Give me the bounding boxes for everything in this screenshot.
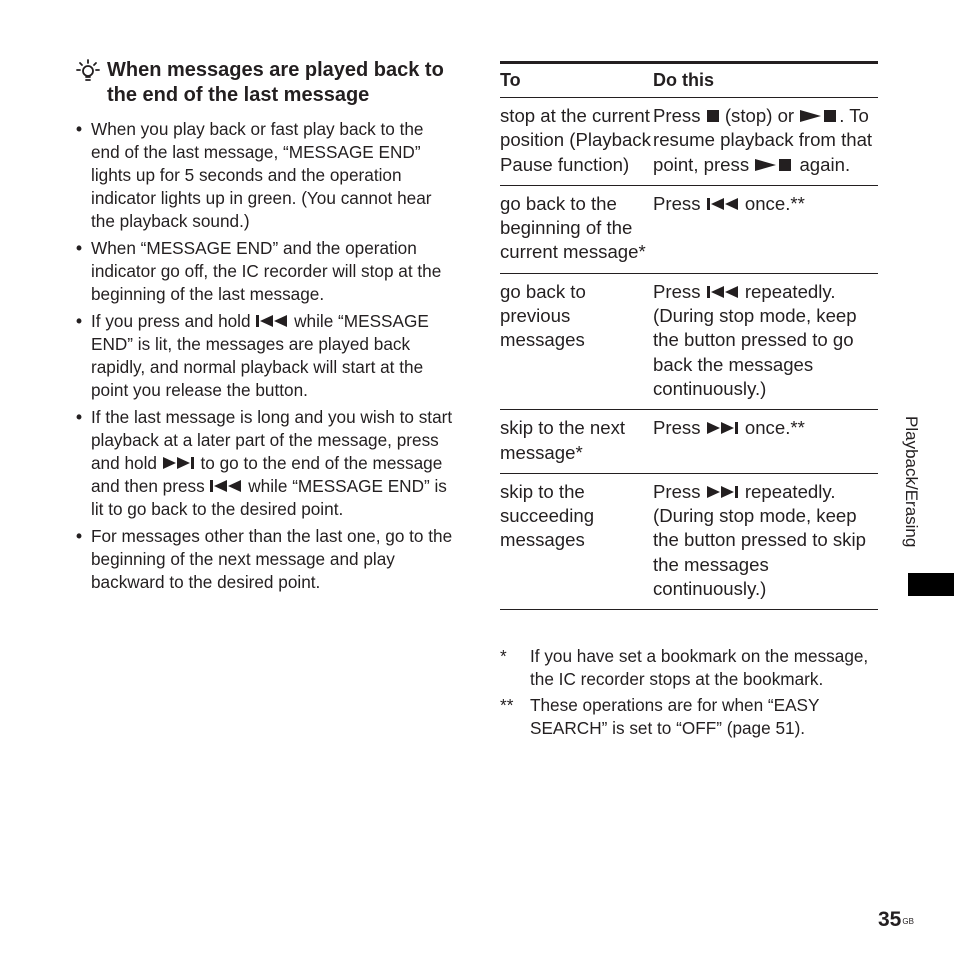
stop-icon — [706, 104, 720, 128]
header-to: To — [500, 70, 521, 90]
prev-track-icon — [255, 310, 289, 333]
hint-bullet-list — [76, 118, 456, 594]
cell-do-this-text: repeatedly. (During stop mode, keep the button pressed to go back the messages continuously.) — [653, 280, 857, 399]
cell-do-this-text: Press — [653, 105, 706, 126]
cell-to: stop at the current position (Playback Pause function) — [500, 105, 651, 175]
footnote-mark: * — [500, 646, 507, 666]
cell-do-this-text: once.** — [739, 417, 805, 439]
cell-to: skip to the succeeding messages — [500, 480, 595, 551]
hint-bullet-text: while “MESSAGE END” is lit to go back to the desired point. — [91, 476, 447, 519]
bullet-marker: • — [76, 311, 83, 331]
next-track-icon — [706, 416, 740, 440]
cell-do-this-text: Press — [653, 192, 706, 214]
cell-to: go back to previous messages — [500, 280, 586, 351]
cell-do-this — [653, 480, 878, 601]
table-body — [500, 98, 878, 610]
footnote-text: These operations are for when “EASY SEARCH” is set to “OFF” (page 51). — [530, 695, 820, 738]
table-row — [500, 410, 878, 474]
hint-bullet-text: to go to the end of the message and then press — [91, 453, 443, 496]
table-header — [500, 61, 878, 98]
cell-to: go back to the beginning of the current message* — [500, 192, 646, 263]
footnote-mark: ** — [500, 695, 514, 715]
play-stop-icon — [799, 104, 839, 128]
page-number-value: 35 — [878, 908, 902, 931]
cell-do-this-text: again. — [794, 153, 851, 175]
cell-do-this-text: repeatedly. (During stop mode, keep the button pressed to skip the messages continuously.) — [653, 480, 866, 600]
prev-track-icon — [706, 192, 740, 216]
footnote — [500, 694, 878, 740]
hint-bullet-text: If the last message is long and you wish to start playback at a later part of the message, press and hold — [91, 407, 453, 473]
footnotes — [500, 645, 878, 743]
page-number — [878, 907, 914, 933]
footnote-text: If you have set a bookmark on the message, the IC recorder stops at the bookmark. — [530, 646, 869, 689]
cell-do-this-text: Press — [653, 480, 706, 502]
next-track-icon — [162, 452, 196, 475]
next-track-icon — [706, 480, 740, 504]
footnote — [500, 645, 878, 691]
hint-bullet-text: When you play back or fast play back to the end of the last message, “MESSAGE END” lights up for 5 seconds and the operation indicator lights up in green. (You cannot hear the playback sound.) — [91, 119, 432, 231]
section-tab-text: Playback/Erasing — [902, 416, 921, 548]
table-row — [500, 98, 878, 186]
section-tab-label — [903, 416, 923, 566]
bullet-marker: • — [76, 526, 83, 546]
cell-do-this-text: once.** — [739, 192, 805, 214]
table-row — [500, 474, 878, 610]
page-number-suffix: GB — [902, 917, 914, 926]
hint-bullet — [76, 525, 456, 594]
hint-heading — [76, 58, 456, 108]
hint-bullet-text: For messages other than the last one, go to the beginning of the next message and play backward to the desired point. — [91, 526, 453, 592]
table-row — [500, 186, 878, 274]
cell-do-this — [653, 416, 878, 465]
cell-do-this — [653, 104, 878, 177]
prev-track-icon — [209, 475, 243, 498]
hint-bullet-text: while “MESSAGE END” is lit, the messages are played back rapidly, and normal playback will start at the point you release the button. — [91, 311, 429, 400]
bullet-marker: • — [76, 407, 83, 427]
section-tab-marker — [908, 573, 954, 596]
cell-do-this-text: Press — [653, 417, 706, 439]
table-row — [500, 274, 878, 410]
bullet-marker: • — [76, 119, 83, 139]
prev-track-icon — [706, 280, 740, 304]
operations-table — [500, 61, 878, 610]
cell-to: skip to the next message* — [500, 417, 626, 463]
bullet-marker: • — [76, 238, 83, 258]
hint-bullet — [76, 118, 456, 233]
hint-bullet-text: If you press and hold — [91, 311, 256, 331]
lightbulb-icon — [76, 59, 100, 90]
hint-bullet — [76, 237, 456, 306]
hint-heading-text: When messages are played back to the end of the last message — [107, 59, 444, 106]
hint-bullet — [76, 406, 456, 521]
cell-do-this-text: . To resume playback from that point, press — [653, 105, 873, 175]
play-stop-icon — [754, 153, 794, 177]
hint-bullet-text: When “MESSAGE END” and the operation indicator go off, the IC recorder will stop at the beginning of the last message. — [91, 238, 442, 304]
hint-section — [76, 58, 456, 598]
header-do-this: Do this — [653, 70, 714, 90]
hint-bullet — [76, 310, 456, 402]
cell-do-this — [653, 280, 878, 401]
cell-do-this — [653, 192, 878, 265]
cell-do-this-text: Press — [653, 280, 706, 302]
cell-do-this-text: (stop) or — [719, 105, 800, 126]
